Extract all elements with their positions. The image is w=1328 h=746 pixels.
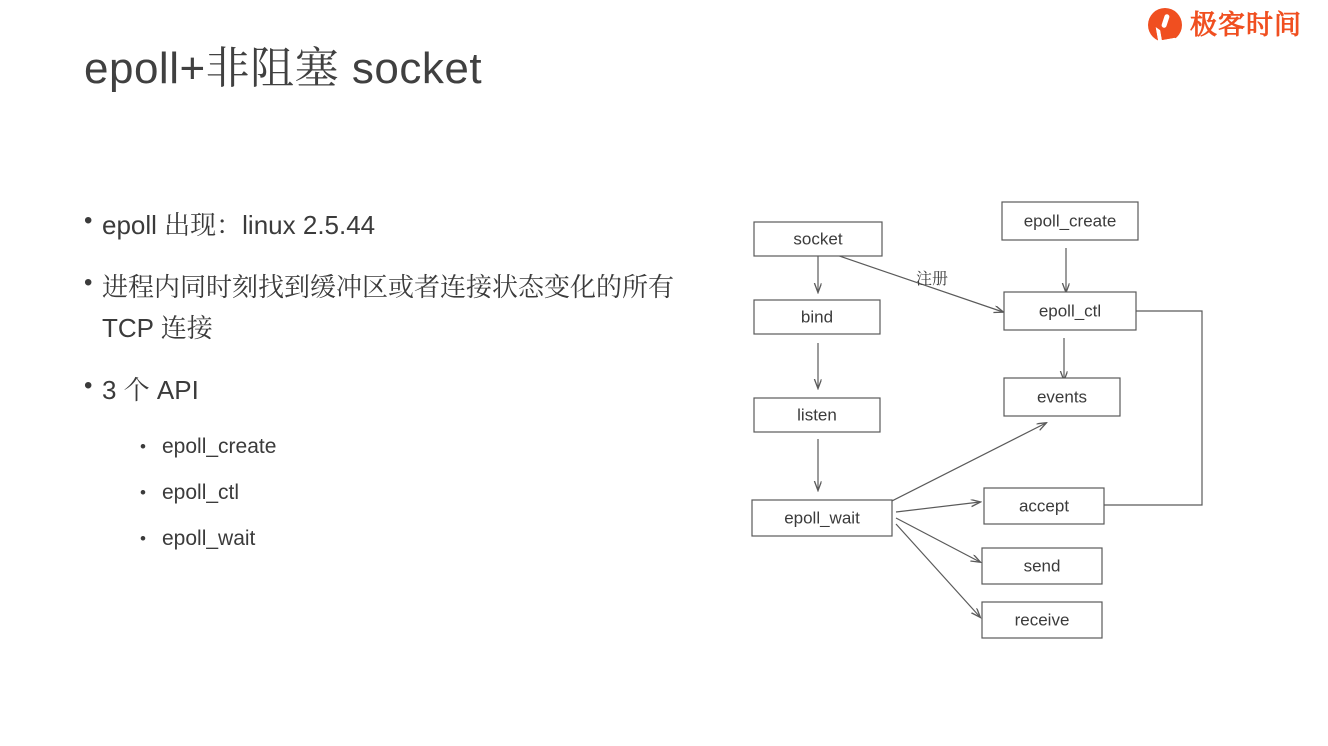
page-title: epoll+非阻塞 socket xyxy=(84,44,483,93)
node-socket[interactable] xyxy=(754,222,882,256)
edge-epollwait-receive xyxy=(896,524,980,617)
bullet-marker-icon: • xyxy=(84,371,93,399)
node-listen-label: listen xyxy=(797,405,837,425)
list-item xyxy=(140,432,704,462)
bullet-marker-icon: • xyxy=(84,207,93,234)
node-epoll-create-label: epoll_create xyxy=(1023,211,1117,231)
bullet-marker-icon: • xyxy=(140,529,146,549)
bullet-list xyxy=(84,205,704,570)
node-socket-label: socket xyxy=(793,229,843,249)
node-epoll-wait-label: epoll_wait xyxy=(784,508,860,528)
brand-name: 极客时间 xyxy=(1190,9,1302,40)
edge-label-register: 注册 xyxy=(915,271,949,288)
node-epoll-ctl[interactable] xyxy=(1004,292,1136,330)
brand-logo xyxy=(1148,8,1302,42)
list-item-label: epoll 出现：linux 2.5.44 xyxy=(102,210,376,240)
bullet-marker-icon: • xyxy=(140,437,146,457)
list-item-label: epoll_create xyxy=(162,435,277,459)
node-bind[interactable] xyxy=(754,300,880,334)
node-accept-label: accept xyxy=(1018,496,1070,516)
node-send[interactable] xyxy=(982,548,1102,584)
node-bind-label: bind xyxy=(800,307,834,327)
node-listen[interactable] xyxy=(754,398,880,432)
edge-epollwait-accept xyxy=(896,502,980,512)
node-events[interactable] xyxy=(1004,378,1120,416)
epoll-flowchart xyxy=(724,180,1294,670)
sub-bullet-list xyxy=(140,432,704,554)
node-events-label: events xyxy=(1036,387,1088,407)
bullet-marker-icon: • xyxy=(140,483,146,503)
list-item-label: 3 个 API xyxy=(102,374,199,405)
list-item xyxy=(84,205,704,245)
list-item-label: 进程内同时刻找到缓冲区或者连接状态变化的所有 TCP 连接 xyxy=(102,272,675,343)
list-item-label: epoll_wait xyxy=(162,527,256,551)
node-epoll-ctl-label: epoll_ctl xyxy=(1038,301,1102,321)
list-item xyxy=(84,370,704,410)
list-item xyxy=(84,267,704,348)
edge-epollwait-send xyxy=(896,518,980,562)
node-receive[interactable] xyxy=(982,602,1102,638)
bullet-marker-icon: • xyxy=(84,269,93,297)
node-epoll-create[interactable] xyxy=(1002,202,1138,240)
list-item xyxy=(140,524,704,554)
geekbang-circle-icon xyxy=(1148,8,1182,42)
list-item-label: epoll_ctl xyxy=(162,481,240,505)
node-receive-label: receive xyxy=(1014,610,1070,630)
list-item xyxy=(140,478,704,508)
node-epoll-wait[interactable] xyxy=(752,500,892,536)
node-send-label: send xyxy=(1023,556,1061,576)
node-accept[interactable] xyxy=(984,488,1104,524)
